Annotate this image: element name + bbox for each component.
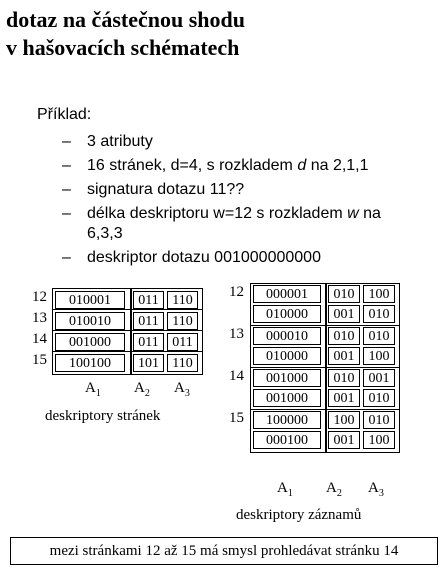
page-cell: 011 [133, 333, 164, 351]
record-descriptors-caption: deskriptory záznamů [236, 507, 362, 523]
page-cell: 011 [133, 291, 164, 309]
record-cell: 001 [328, 347, 360, 365]
record-cell: 100 [363, 285, 395, 303]
record-cell: 001000 [253, 369, 321, 387]
record-cell: 010 [363, 327, 395, 345]
page-number: 15 [32, 352, 47, 368]
column-label-a1: $A_1$ [85, 380, 101, 399]
record-cell: 000010 [253, 327, 321, 345]
record-cell: 100 [328, 411, 360, 429]
page-cell: 110 [167, 291, 198, 309]
record-cell: 000001 [253, 285, 321, 303]
record-cell: 010 [363, 411, 395, 429]
record-group-number: 14 [229, 368, 244, 384]
record-cell: 010 [328, 285, 360, 303]
bullet-dash: – [62, 157, 71, 174]
bullet-dash: – [62, 181, 71, 198]
record-cell: 100 [363, 347, 395, 365]
page-cell: 110 [167, 354, 198, 372]
column-label-a3: $A_3$ [368, 480, 384, 499]
record-cell: 100 [363, 431, 395, 449]
page-number: 12 [32, 289, 47, 305]
page-cell: 011 [133, 312, 164, 330]
column-label-a2: $A_2$ [326, 480, 342, 499]
record-cell: 001 [328, 389, 360, 407]
page-cell: 100100 [55, 354, 125, 372]
conclusion-box: mezi stránkami 12 až 15 má smysl prohledávat stránku 14 [10, 537, 438, 565]
record-cell: 001 [328, 431, 360, 449]
page-title [6, 6, 245, 62]
record-group-number: 12 [229, 284, 244, 300]
record-cell: 010000 [253, 305, 321, 323]
example-bullet-list [62, 132, 432, 272]
bullet-item: – deskriptor dotazu 001000000000 [62, 249, 321, 266]
page-cell: 010010 [55, 312, 125, 330]
page-cell: 101 [133, 354, 164, 372]
record-cell: 010 [328, 327, 360, 345]
record-cell: 010 [363, 389, 395, 407]
bullet-item: – 3 atributy [62, 133, 153, 150]
bullet-item: – 16 stránek, d=4, s rozkladem d na 2,1,1 [62, 157, 369, 174]
record-cell: 010 [363, 305, 395, 323]
record-cell: 000100 [253, 431, 321, 449]
bullet-dash: – [62, 133, 71, 150]
page-cell: 010001 [55, 291, 125, 309]
page-number: 13 [32, 310, 47, 326]
example-label: Příklad: [37, 106, 92, 123]
record-cell: 100000 [253, 411, 321, 429]
record-cell: 001000 [253, 389, 321, 407]
page-cell: 110 [167, 312, 198, 330]
title-line-2: v hašovacích schématech [6, 35, 240, 60]
page-cell: 001000 [55, 333, 125, 351]
record-cell: 010000 [253, 347, 321, 365]
column-label-a3: $A_3$ [174, 380, 190, 399]
record-group-number: 13 [229, 326, 244, 342]
page-descriptors-caption: deskriptory stránek [45, 408, 161, 424]
bullet-item: – signatura dotazu 11?? [62, 181, 245, 198]
page-number: 14 [32, 331, 47, 347]
record-cell: 001 [363, 369, 395, 387]
record-cell: 001 [328, 305, 360, 323]
page-cell: 011 [167, 333, 198, 351]
column-label-a1: $A_1$ [277, 480, 293, 499]
record-cell: 010 [328, 369, 360, 387]
bullet-dash: – [62, 249, 71, 266]
column-label-a2: $A_2$ [134, 380, 150, 399]
bullet-dash: – [62, 205, 71, 222]
title-line-1: dotaz na částečnou shodu [6, 7, 245, 32]
record-group-number: 15 [229, 410, 244, 426]
bullet-item: – délka deskriptoru w=12 s rozkladem w na 6,3,3 [62, 205, 381, 242]
